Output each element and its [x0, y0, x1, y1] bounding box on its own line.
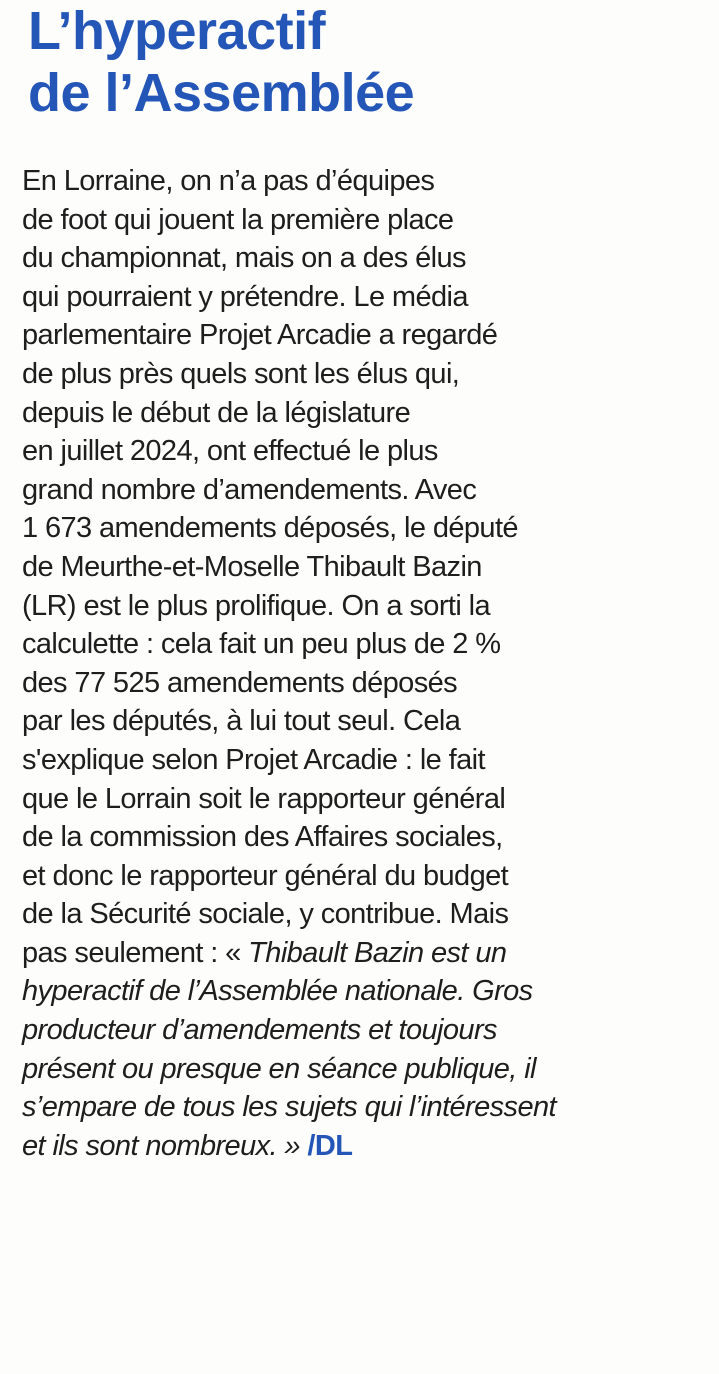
- quote-line: présent ou presque en séance publique, il: [22, 1052, 536, 1085]
- title-line-2: de l’Assemblée: [28, 63, 415, 123]
- body-line: et donc le rapporteur général du budget: [22, 859, 509, 892]
- body-line: 1 673 amendements déposés, le député: [22, 512, 518, 545]
- article-title: [28, 0, 414, 124]
- quote-last: et ils sont nombreux. »: [22, 1129, 308, 1162]
- quote-end-line: [22, 1127, 712, 1166]
- quote-line: s’empare de tous les sujets qui l’intéressent: [22, 1091, 556, 1124]
- body-line: de foot qui jouent la première place: [22, 203, 454, 236]
- body-line: s'explique selon Projet Arcadie : le fait: [22, 743, 485, 776]
- body-line: de plus près quels sont les élus qui,: [22, 357, 460, 390]
- body-line: des 77 525 amendements déposés: [22, 666, 458, 699]
- body-line: de Meurthe-et-Moselle Thibault Bazin: [22, 550, 482, 583]
- body-line: calculette : cela fait un peu plus de 2 %: [22, 628, 501, 661]
- body-line: en juillet 2024, ont effectué le plus: [22, 435, 438, 468]
- body-line: En Lorraine, on n’a pas d’équipes: [22, 165, 435, 197]
- body-line: du championnat, mais on a des élus: [22, 242, 466, 275]
- body-line: de la commission des Affaires sociales,: [22, 821, 503, 854]
- body-line: qui pourraient y prétendre. Le média: [22, 280, 468, 313]
- quote-start-line: [22, 934, 712, 973]
- body-line: grand nombre d’amendements. Avec: [22, 473, 477, 506]
- body-line: (LR) est le plus prolifique. On a sorti la: [22, 589, 491, 622]
- quote-intro: pas seulement : «: [22, 936, 249, 969]
- body-line: par les députés, à lui tout seul. Cela: [22, 705, 461, 738]
- quote-line: producteur d’amendements et toujours: [22, 1014, 497, 1047]
- body-line: parlementaire Projet Arcadie a regardé: [22, 319, 498, 352]
- quote-line: hyperactif de l’Assemblée nationale. Gros: [22, 975, 533, 1008]
- quote-first: Thibault Bazin est un: [248, 936, 507, 969]
- author-signature: /DL: [307, 1129, 353, 1162]
- body-line: que le Lorrain soit le rapporteur général: [22, 782, 506, 815]
- article-body: [22, 162, 712, 1165]
- body-line: de la Sécurité sociale, y contribue. Mais: [22, 898, 509, 931]
- body-line: depuis le début de la législature: [22, 396, 411, 429]
- title-line-1: L’hyperactif: [28, 1, 326, 61]
